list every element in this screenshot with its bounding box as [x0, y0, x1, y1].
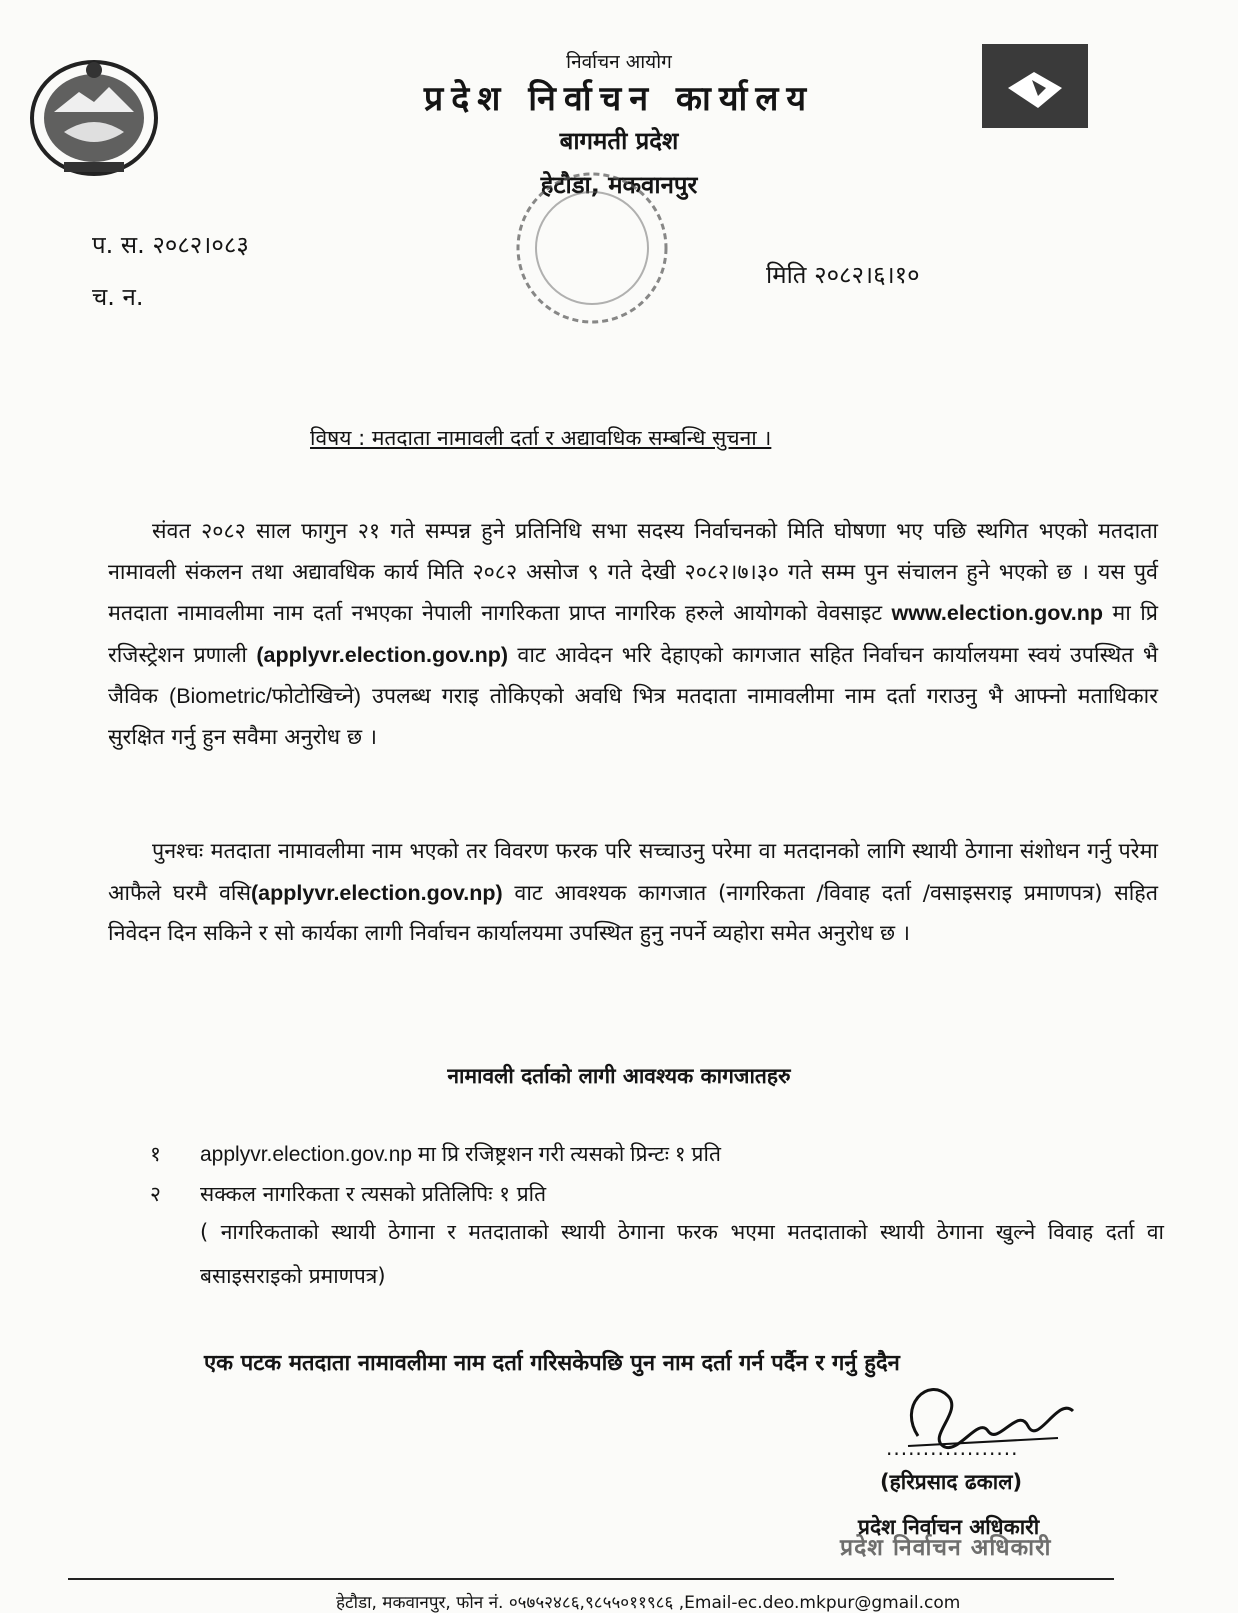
requirements-title: नामावली दर्ताको लागी आवश्यक कागजातहरु	[447, 1064, 791, 1088]
requirement-item: सक्कल नागरिकता र त्यसको प्रतिलिपिः १ प्रति	[200, 1182, 547, 1206]
subject-line: विषय : मतदाता नामावली दर्ता र अद्यावधिक सम्बन्धि सुचना ।	[310, 426, 772, 450]
office-name: प्रदेश निर्वाचन कार्यालय	[423, 79, 815, 119]
final-note: एक पटक मतदाता नामावलीमा नाम दर्ता गरिसकेपछि पुन नाम दर्ता गर्न पर्दैन र गर्नु हुदैन	[204, 1351, 900, 1376]
office-seal-icon	[512, 168, 672, 328]
signatory-stamp: प्रदेश निर्वाचन अधिकारी	[840, 1535, 1052, 1561]
office-location: हेटौडा, मकवानपुर	[540, 171, 698, 199]
footer-divider	[68, 1578, 1114, 1580]
portal-link[interactable]: (applyvr.election.gov.np)	[256, 642, 508, 667]
portal-link-2[interactable]: (applyvr.election.gov.np)	[251, 880, 503, 905]
dispatch-number: च. न.	[92, 283, 144, 311]
signatory-title: प्रदेश निर्वाचन अधिकारी	[858, 1515, 1040, 1539]
requirement-item: applyvr.election.gov.np मा प्रि रजिष्ट्रशन गरी त्यसको प्रिन्टः १ प्रति	[200, 1143, 721, 1166]
requirement-note: ( नागरिकताको स्थायी ठेगाना र मतदाताको स्थायी ठेगाना फरक भएमा मतदाताको स्थायी ठेगाना खुल्ने विवाह दर्ता वा बसाइसराइको प्रमाणपत्र)	[200, 1220, 1164, 1288]
requirement-number: १	[150, 1142, 161, 1166]
website-link[interactable]: www.election.gov.np	[891, 601, 1103, 625]
reference-number: प. स. २०८२।०८३	[92, 231, 249, 259]
notice-paragraph-postscript: पुनश्चः मतदाता नामावलीमा नाम भएको तर विवरण फरक परि सच्चाउनु परेमा वा मतदानको लागि स्थायी ठेगाना संशोधन गर्नु परेमा आफैले घरमै वसि(applyvr.election.gov.np) वाट आवश्यक कागजात (नागरिकता /विवाह दर्ता /वसाइसराइ प्रमाणपत्र) सहित निवेदन दिन सकिने र सो कार्यका लागी निर्वाचन कार्यालयमा उपस्थित हुनु नपर्ने व्यहोरा समेत अनुरोध छ ।	[108, 839, 1158, 946]
signatory-name: (हरिप्रसाद ढकाल)	[880, 1470, 1023, 1494]
footer-contact: हेटौडा, मकवानपुर, फोन नं. ०५७५२४८६,९८५५०११९८६ ,Email-ec.deo.mkpur@gmail.com	[336, 1593, 961, 1613]
province-name: बागमती प्रदेश	[559, 127, 679, 155]
letter-date: मिति २०८२।६।१०	[766, 261, 920, 289]
signature-line: ..................	[886, 1436, 1019, 1460]
requirement-number: २	[150, 1182, 161, 1206]
commission-name: निर्वाचन आयोग	[566, 51, 672, 73]
notice-paragraph-main: संवत २०८२ साल फागुन २१ गते सम्पन्न हुने प्रतिनिधि सभा सदस्य निर्वाचनको मिति घोषणा भए पछि स्थगित भएको मतदाता नामावली संकलन तथा अद्यावधिक कार्य मिति २०८२ असोज ९ गते देखी २०८२।७।३० गते सम्म पुन संचालन हुने भएको छ । यस पुर्व मतदाता नामावलीमा नाम दर्ता नभएका नेपाली नागरिकता प्राप्त नागरिक हरुले आयोगको वेवसाइट www.election.gov.np मा प्रि रजिस्ट्रेशन प्रणाली (applyvr.election.gov.np) वाट आवेदन भरि देहाएको कागजात सहित निर्वाचन कार्यालयमा स्वयं उपस्थित भै जैविक (Biometric/फोटोखिच्ने) उपलब्ध गराइ तोकिएको अवधि भित्र मतदाता नामावलीमा नाम दर्ता गराउनु भै आफ्नो मताधिकार सुरक्षित गर्नु हुन सवैमा अनुरोध छ ।	[108, 519, 1158, 750]
